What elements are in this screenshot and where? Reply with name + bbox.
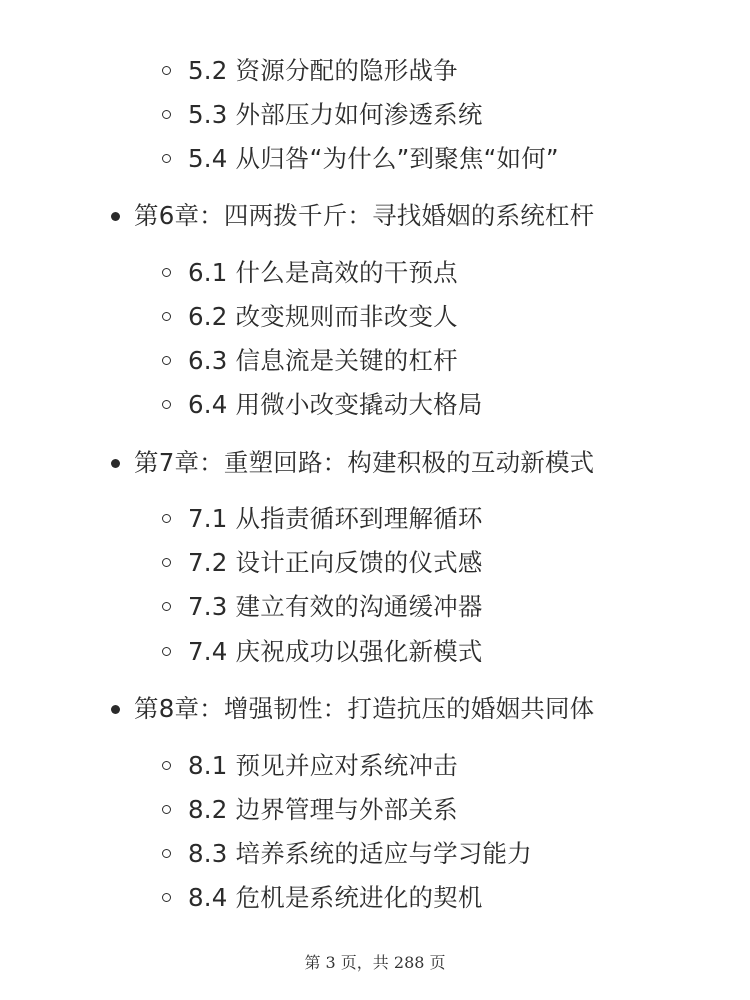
toc-section-label: 6.4 用微小改变撬动大格局: [188, 390, 483, 419]
toc-chapter-label: 第8章：增强韧性：打造抗压的婚姻共同体: [134, 694, 595, 723]
circle-bullet-icon: [162, 602, 171, 611]
circle-bullet-icon: [162, 66, 171, 75]
toc-section-label: 7.3 建立有效的沟通缓冲器: [188, 592, 483, 621]
toc-section-label: 7.4 庆祝成功以强化新模式: [188, 637, 483, 666]
disc-bullet-icon: [111, 212, 120, 221]
circle-bullet-icon: [162, 110, 171, 119]
circle-bullet-icon: [162, 514, 171, 523]
circle-bullet-icon: [162, 356, 171, 365]
circle-bullet-icon: [162, 761, 171, 770]
toc-section-label: 8.3 培养系统的适应与学习能力: [188, 839, 532, 868]
circle-bullet-icon: [162, 805, 171, 814]
circle-bullet-icon: [162, 893, 171, 902]
toc-section-label: 6.3 信息流是关键的杠杆: [188, 346, 458, 375]
toc-section-label: 8.1 预见并应对系统冲击: [188, 751, 458, 780]
disc-bullet-icon: [111, 459, 120, 468]
circle-bullet-icon: [162, 312, 171, 321]
toc-section-label: 6.1 什么是高效的干预点: [188, 258, 458, 287]
toc-section-label: 5.2 资源分配的隐形战争: [188, 56, 458, 85]
toc-chapter-label: 第7章：重塑回路：构建积极的互动新模式: [134, 448, 595, 477]
circle-bullet-icon: [162, 849, 171, 858]
circle-bullet-icon: [162, 647, 171, 656]
circle-bullet-icon: [162, 154, 171, 163]
circle-bullet-icon: [162, 558, 171, 567]
toc-section-label: 8.4 危机是系统进化的契机: [188, 883, 483, 912]
toc-section-label: 5.3 外部压力如何渗透系统: [188, 100, 483, 129]
toc-section-label: 5.4 从归咎“为什么”到聚焦“如何”: [188, 144, 559, 173]
toc-section-label: 6.2 改变规则而非改变人: [188, 302, 458, 331]
toc-section-label: 8.2 边界管理与外部关系: [188, 795, 458, 824]
toc-section-label: 7.2 设计正向反馈的仪式感: [188, 548, 483, 577]
circle-bullet-icon: [162, 268, 171, 277]
page-number-footer: 第 3 页，共 288 页: [304, 953, 446, 972]
circle-bullet-icon: [162, 400, 171, 409]
disc-bullet-icon: [111, 705, 120, 714]
toc-section-label: 7.1 从指责循环到理解循环: [188, 504, 483, 533]
toc-chapter-label: 第6章：四两拨千斤：寻找婚姻的系统杠杆: [134, 201, 595, 230]
